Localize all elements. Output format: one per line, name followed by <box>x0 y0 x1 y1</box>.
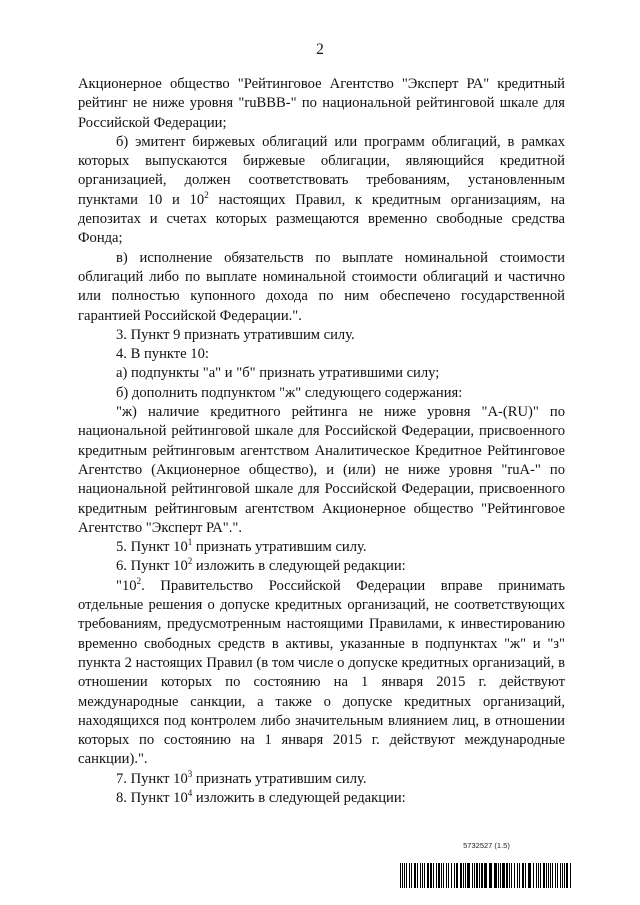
barcode-bar <box>517 863 518 888</box>
paragraph-text: "10 <box>116 577 137 594</box>
barcode-bar <box>414 863 416 888</box>
barcode-bar <box>460 863 462 888</box>
barcode-bar <box>560 863 561 888</box>
barcode-bar <box>441 863 442 888</box>
paragraph: 3. Пункт 9 признать утратившим силу. <box>116 326 355 343</box>
page-number: 2 <box>316 41 324 58</box>
barcode-bar <box>404 863 405 888</box>
barcode-bar <box>438 863 440 888</box>
barcode-bar <box>536 863 537 888</box>
paragraph <box>78 133 565 249</box>
barcode-bar <box>474 863 475 888</box>
barcode-bar <box>400 863 401 888</box>
paragraph: Акционерное общество "Рейтинговое Агентство "Эксперт РА" кредитный рейтинг не ниже уровня "ruBBB-" по национальной рейтинговой шкале для Российской Федерации; <box>78 76 565 131</box>
paragraph-text: изложить в следующей редакции: <box>192 558 406 575</box>
document-body <box>78 75 565 808</box>
barcode-bar <box>484 863 487 888</box>
barcode-bar <box>476 863 478 888</box>
barcode-bar <box>409 863 410 888</box>
barcode-bar <box>522 863 524 888</box>
barcode-bar <box>420 863 421 888</box>
superscript: 2 <box>136 575 142 586</box>
barcode-bar <box>546 863 547 888</box>
barcode-bar <box>411 863 412 888</box>
barcode-bar <box>424 863 425 888</box>
barcode-bar <box>528 863 531 888</box>
barcode-bar <box>433 863 434 888</box>
paragraph-text: 5. Пункт 10 <box>116 539 188 556</box>
barcode-bar <box>406 863 407 888</box>
barcode-bar <box>570 863 571 888</box>
superscript: 1 <box>187 537 193 548</box>
barcode-bar <box>456 863 458 888</box>
barcode-bar <box>540 863 541 888</box>
paragraph-text: настоящих Правил, к кредитным организациям, на депозитах и счетах которых размещаются временно свободные средства Фонда; <box>78 191 565 247</box>
barcode-bar <box>436 863 437 888</box>
barcode-bar <box>555 863 556 888</box>
barcode-bar <box>564 863 565 888</box>
paragraph <box>78 770 565 789</box>
barcode-bar <box>557 863 558 888</box>
barcode-bar <box>472 863 473 888</box>
barcode-bar <box>566 863 568 888</box>
barcode-bar <box>543 863 545 888</box>
barcode-bar <box>548 863 549 888</box>
paragraph: б) дополнить подпунктом "ж" следующего содержания: <box>116 384 463 401</box>
barcode-bar <box>502 863 505 888</box>
paragraph <box>78 577 565 770</box>
paragraph-text: 8. Пункт 10 <box>116 789 188 806</box>
barcode-bar <box>538 863 539 888</box>
barcode-bar <box>533 863 534 888</box>
barcode-bar <box>467 863 470 888</box>
barcode-bar <box>443 863 444 888</box>
barcode-bar <box>509 863 510 888</box>
paragraph: 4. В пункте 10: <box>116 346 209 363</box>
paragraph <box>78 557 565 576</box>
barcode-bar <box>417 863 418 888</box>
superscript: 2 <box>204 189 209 200</box>
paragraph-text: изложить в следующей редакции: <box>192 789 406 806</box>
barcode-bar <box>448 863 449 888</box>
barcode-bar <box>519 863 520 888</box>
barcode-bar <box>506 863 508 888</box>
barcode-bar <box>422 863 423 888</box>
barcode-bar <box>451 863 452 888</box>
superscript: 3 <box>187 768 193 779</box>
barcode-bar <box>427 863 429 888</box>
paragraph: а) подпункты "а" и "б" признать утратившими силу; <box>116 365 440 382</box>
paragraph-text: 6. Пункт 10 <box>116 558 188 575</box>
paragraph: "ж) наличие кредитного рейтинга не ниже уровня "A-(RU)" по национальной рейтинговой шкале для Российской Федерации, присвоенного кредитным рейтинговым агентством Аналитическое Кредитное Рейтинговое Агентство (Акционерное общество), и (или) не ниже уровня "ruA-" по национальной рейтинговой шкале для Российской Федерации, присвоенного кредитным рейтинговым агентством Акционерное общество "Рейтинговое Агентство "Эксперт РА".". <box>78 404 565 536</box>
paragraph-text: признать утратившим силу. <box>192 539 367 556</box>
superscript: 4 <box>187 787 193 798</box>
barcode-bar <box>481 863 483 888</box>
paragraph-text: признать утратившим силу. <box>192 770 367 787</box>
barcode-bar <box>402 863 403 888</box>
barcode-bar <box>479 863 480 888</box>
barcode-bar <box>498 863 499 888</box>
superscript: 2 <box>187 556 193 567</box>
barcode-bar <box>514 863 515 888</box>
barcode <box>400 841 573 888</box>
paragraph <box>78 789 565 808</box>
barcode-bar <box>525 863 526 888</box>
paragraph-text: б) эмитент биржевых облигаций или программ облигаций, в рамках которых выпускаются биржевые облигации, являющийся кредитной организацией, должен соответствовать требованиям, установленным пунктами 10 и 10 <box>78 133 565 208</box>
barcode-bar <box>511 863 512 888</box>
barcode-bar <box>500 863 501 888</box>
barcode-bar <box>463 863 464 888</box>
paragraph-text: 7. Пункт 10 <box>116 770 188 787</box>
paragraph-text: . Правительство Российской Федерации вправе принимать отдельные решения о допуске кредитных организаций, не соответствующих требованиям, предусмотренным настоящими Правилами, к инвестированию временно свободных средств в активы, указанные в подпунктах "ж" и "з" пункта 2 настоящих Правил (в том числе о допуске кредитных организаций, в отношении которых по состоянию на 1 января 2015 г. действуют международные санкции, а также о допуске кредитных организаций, находящихся под контролем либо значительным влиянием лиц, в отношении которых по состоянию на 1 января 2015 г. действуют международные санкции).". <box>78 577 565 768</box>
barcode-bar <box>465 863 466 888</box>
barcode-bar <box>562 863 563 888</box>
paragraph: в) исполнение обязательств по выплате номинальной стоимости облигаций либо по выплате номинальной стоимости облигаций и частично или полностью купонного дохода по ним обеспечено государственной гарантией Российской Федерации.". <box>78 249 565 324</box>
paragraph <box>78 538 565 557</box>
barcode-bar <box>446 863 447 888</box>
barcode-bar <box>454 863 455 888</box>
barcode-bar <box>552 863 553 888</box>
barcode-bar <box>550 863 551 888</box>
barcode-bar <box>430 863 432 888</box>
barcode-number: 5732527 (1.5) <box>463 841 510 850</box>
barcode-bars <box>400 863 573 888</box>
barcode-bar <box>494 863 497 888</box>
barcode-bar <box>489 863 492 888</box>
